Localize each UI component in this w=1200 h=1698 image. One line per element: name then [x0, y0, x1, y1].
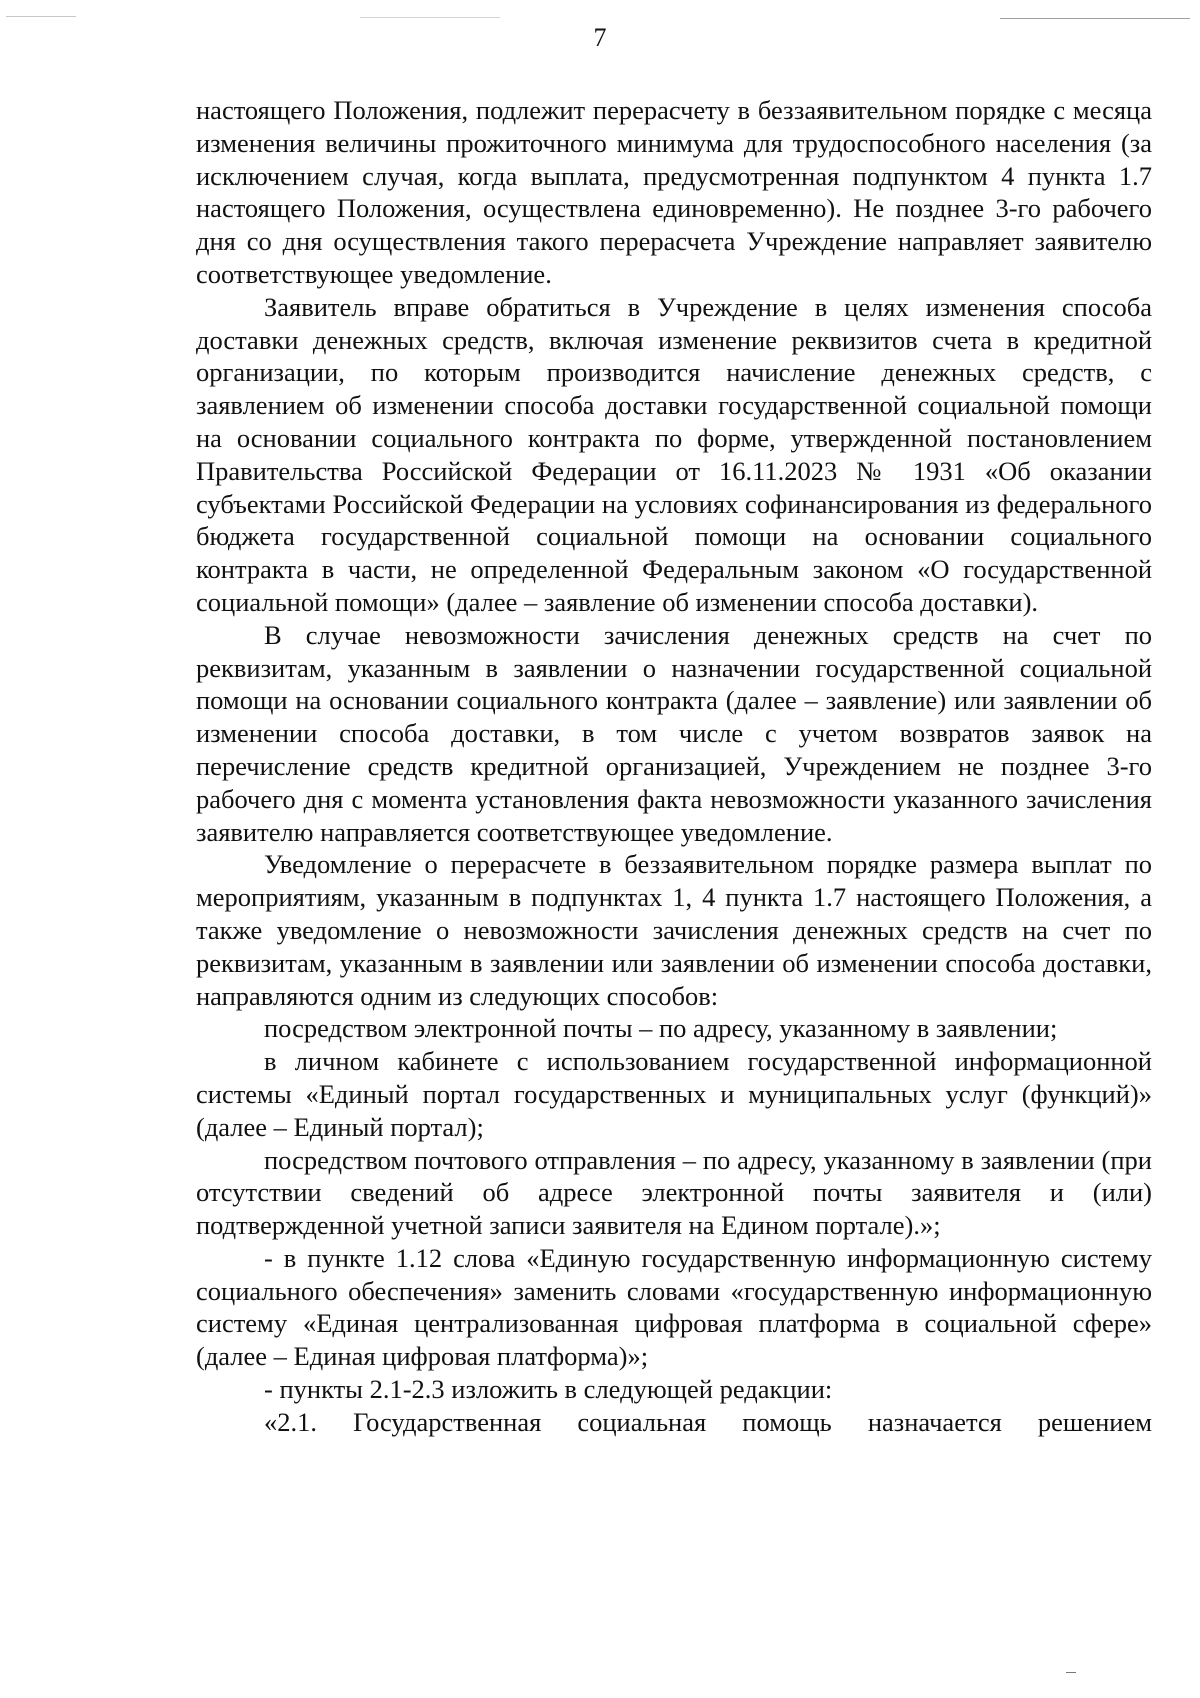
list-item-email: посредством электронной почты – по адресу, указанному в заявлении;: [264, 1013, 1058, 1044]
paragraph-transfer-impossible: В случае невозможности зачисления денежных средств на счет по реквизитам, указанным в заявлении о назначении государственной социальной помощи на основании социального контракта (далее – заявление) или заявлении об изменении способа доставки, в том числе с учетом возвратов заявок на перечисление средств кредитной организацией, Учреждением не позднее 3-го рабочего дня с момента установления факта невозможности указанного зачисления заявителю направляется соответствующее уведомление.: [196, 619, 1152, 847]
list-item-postal: посредством почтового отправления – по адресу, указанному в заявлении (при отсутствии сведений об адресе электронной почты заявителя и (или) подтвержденной учетной записи заявителя на Едином портале).»;: [196, 1144, 1152, 1241]
paragraph-continuation: настоящего Положения, подлежит перерасчету в беззаявительном порядке с месяца изменения величины прожиточного минимума для трудоспособного населения (за исключением случая, когда выплата, предусмотренная подпунктом 4 пункта 1.7 настоящего Положения, осуществлена единовременно). Не позднее 3-го рабочего дня со дня осуществления такого перерасчета Учреждение направляет заявителю соответствующее уведомление.: [196, 95, 1152, 289]
document-body: [196, 94, 1152, 1439]
scan-artifact-top-left: [6, 16, 76, 17]
list-item-personal-cabinet: в личном кабинете с использованием государственной информационной системы «Единый портал государственных и муниципальных услуг (функций)» (далее – Единый портал);: [196, 1046, 1152, 1142]
amendment-item-1-12: - в пункте 1.12 слова «Единую государственную информационную систему социального обеспечения» заменить словами «государственную информационную систему «Единая централизованная цифровая платформа в социальной сфере» (далее – Единая цифровая платформа)»;: [196, 1242, 1152, 1372]
page-number: 7: [593, 23, 607, 52]
scan-artifact-top-center: [360, 17, 500, 18]
amendment-item-2-1-2-3: - пункты 2.1-2.3 изложить в следующей редакции:: [264, 1374, 833, 1405]
scan-artifact-bottom-right: [1066, 1672, 1076, 1673]
paragraph-notification-methods: Уведомление о перерасчете в беззаявительном порядке размера выплат по мероприятиям, указанным в подпунктах 1, 4 пункта 1.7 настоящего Положения, а также уведомление о невозможности зачисления денежных средств на счет по реквизитам, указанным в заявлении или заявлении об изменении способа доставки, направляются одним из следующих способов:: [196, 849, 1152, 1011]
paragraph-2-1-start: «2.1. Государственная социальная помощь назначается решением: [264, 1406, 1152, 1437]
scan-artifact-top-right: [1000, 18, 1190, 19]
paragraph-delivery-change: Заявитель вправе обратиться в Учреждение в целях изменения способа доставки денежных средств, включая изменение реквизитов счета в кредитной организации, по которым производится начисление денежных средств, с заявлением об изменении способа доставки государственной социальной помощи на основании социального контракта по форме, утвержденной постановлением Правительства Российской Федерации от 16.11.2023 № 1931 «Об оказании субъектами Российской Федерации на условиях софинансирования из федерального бюджета государственной социальной помощи на основании социального контракта в части, не определенной Федеральным законом «О государственной социальной помощи» (далее – заявление об изменении способа доставки).: [196, 291, 1152, 617]
